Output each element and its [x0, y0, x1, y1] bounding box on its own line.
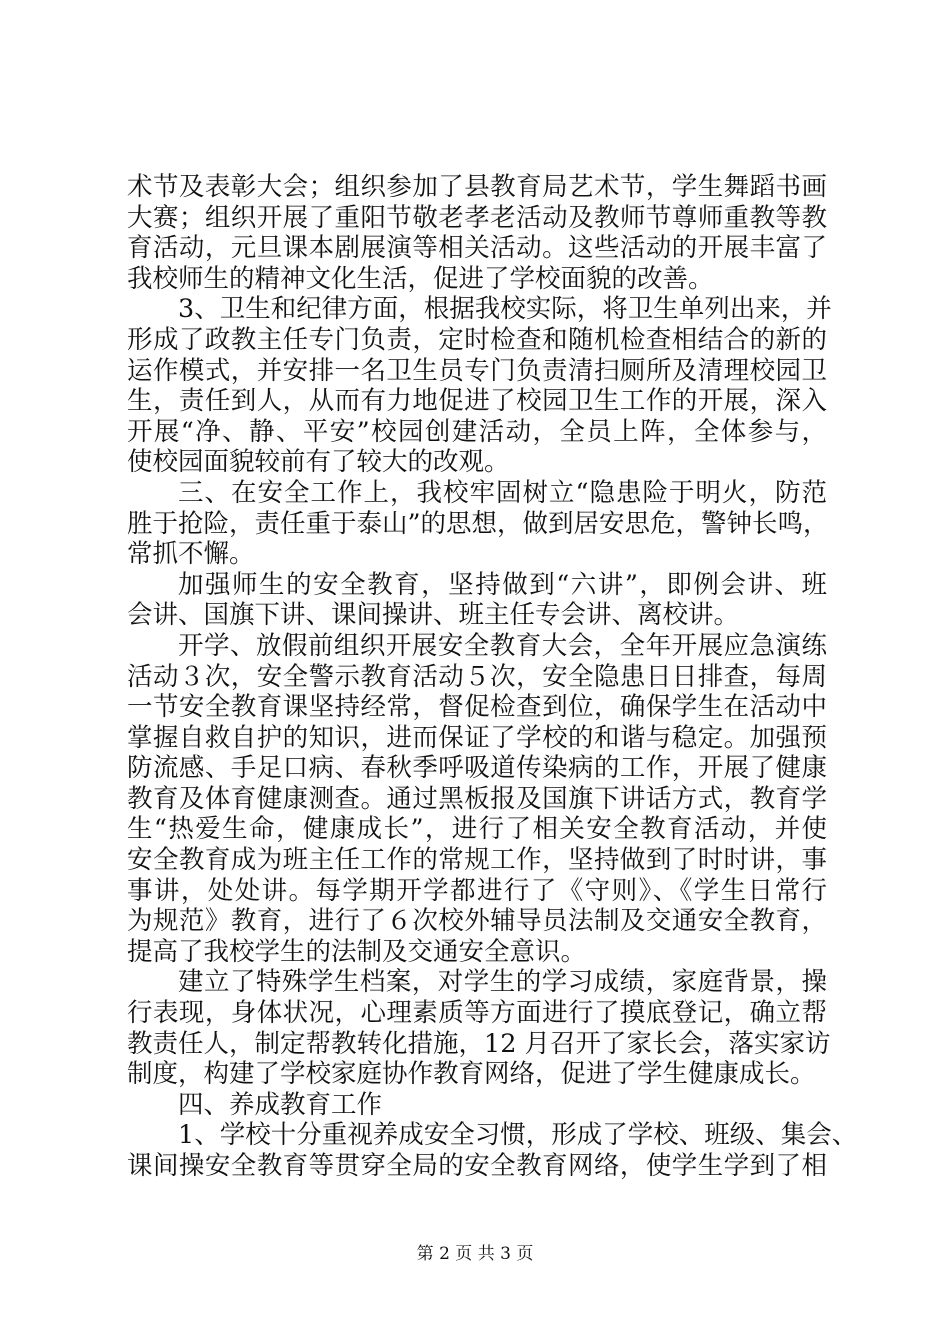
- text-line: 开展“净、静、平安”校园创建活动，全员上阵，全体参与，: [127, 416, 827, 447]
- page-footer: 第 2 页 共 3 页: [416, 1244, 534, 1264]
- text-line: 教育及体育健康测查。通过黑板报及国旗下讲话方式，教育学: [127, 783, 827, 814]
- text-line: 3、卫生和纪律方面，根据我校实际，将卫生单列出来，并: [178, 294, 832, 325]
- text-line: 会讲、国旗下讲、课间操讲、班主任专会讲、离校讲。: [127, 600, 740, 631]
- text-line: 制度，构建了学校家庭协作教育网络，促进了学生健康成长。: [127, 1059, 816, 1090]
- text-line: 课间操安全教育等贯穿全局的安全教育网络，使学生学到了相: [127, 1151, 827, 1181]
- text-line: 事讲，处处讲。每学期开学都进行了《守则》、《学生日常行: [127, 875, 827, 906]
- text-line: 我校师生的精神文化生活，促进了学校面貌的改善。: [127, 263, 714, 294]
- text-line: 生“热爱生命，健康成长”，进行了相关安全教育活动，并使: [127, 814, 827, 845]
- text-line: 一节安全教育课坚持经常，督促检查到位，确保学生在活动中: [127, 692, 827, 723]
- text-line: 教责任人，制定帮教转化措施，12 月召开了家长会，落实家访: [127, 1028, 831, 1059]
- text-line: 1、学校十分重视养成安全习惯，形成了学校、班级、集会、: [178, 1120, 858, 1151]
- text-line: 建立了特殊学生档案，对学生的学习成绩，家庭背景，操: [178, 967, 827, 998]
- text-line: 为规范》教育，进行了６次校外辅导员法制及交通安全教育，: [127, 906, 827, 937]
- text-line: 术节及表彰大会；组织参加了县教育局艺术节，学生舞蹈书画: [127, 172, 827, 202]
- text-line: 行表现，身体状况，心理素质等方面进行了摸底登记，确立帮: [127, 998, 827, 1029]
- text-line: 胜于抢险，责任重于泰山”的思想，做到居安思危，警钟长鸣，: [127, 508, 829, 539]
- text-line: 活动３次，安全警示教育活动５次，安全隐患日日排查，每周: [127, 661, 827, 692]
- text-line: 防流感、手足口病、春秋季呼吸道传染病的工作，开展了健康: [127, 753, 827, 784]
- text-line: 三、在安全工作上，我校牢固树立“隐患险于明火，防范: [178, 477, 827, 508]
- text-line: 生，责任到人，从而有力地促进了校园卫生工作的开展，深入: [127, 386, 827, 417]
- text-line: 加强师生的安全教育，坚持做到“六讲”，即例会讲、班: [178, 569, 827, 600]
- text-line: 大赛；组织开展了重阳节敬老孝老活动及教师节尊师重教等教: [127, 202, 827, 233]
- text-line: 育活动，元旦课本剧展演等相关活动。这些活动的开展丰富了: [127, 233, 827, 264]
- text-line: 常抓不懈。: [127, 539, 255, 570]
- text-line: 安全教育成为班主任工作的常规工作，坚持做到了时时讲，事: [127, 845, 827, 876]
- text-line: 形成了政教主任专门负责，定时检查和随机检查相结合的新的: [127, 324, 827, 355]
- text-line: 开学、放假前组织开展安全教育大会，全年开展应急演练: [178, 630, 827, 661]
- text-line: 四、养成教育工作: [178, 1089, 383, 1120]
- text-line: 掌握自救自护的知识，进而保证了学校的和谐与稳定。加强预: [127, 722, 827, 753]
- document-body: [127, 172, 858, 1182]
- text-line: 提高了我校学生的法制及交通安全意识。: [127, 936, 587, 967]
- text-line: 使校园面貌较前有了较大的改观。: [127, 447, 510, 478]
- text-line: 运作模式，并安排一名卫生员专门负责清扫厕所及清理校园卫: [127, 355, 827, 386]
